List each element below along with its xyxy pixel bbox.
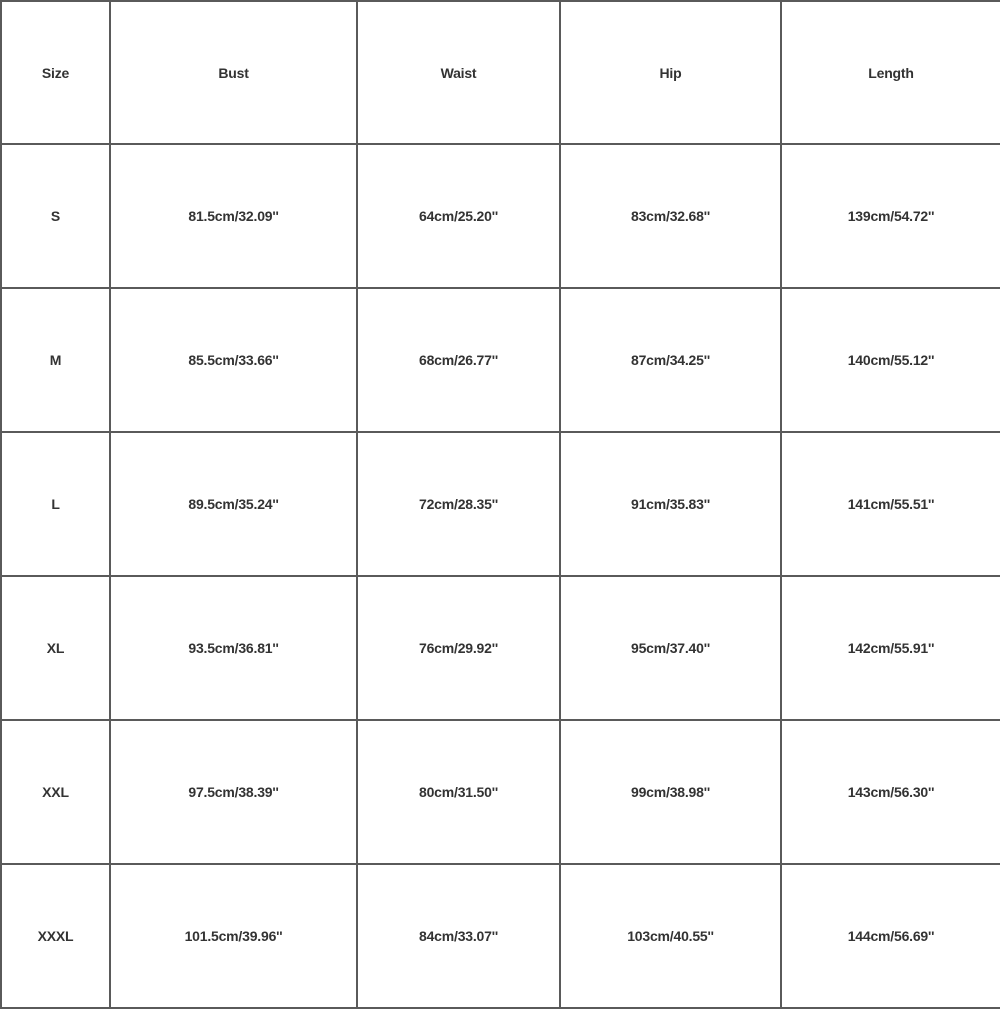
hip-cell: 83cm/32.68'' bbox=[560, 144, 781, 288]
length-cell: 140cm/55.12'' bbox=[781, 288, 1000, 432]
hip-cell: 87cm/34.25'' bbox=[560, 288, 781, 432]
table-row bbox=[1, 720, 1000, 864]
table-row bbox=[1, 864, 1000, 1008]
length-cell: 144cm/56.69'' bbox=[781, 864, 1000, 1008]
hip-cell: 103cm/40.55'' bbox=[560, 864, 781, 1008]
hip-cell: 99cm/38.98'' bbox=[560, 720, 781, 864]
waist-cell: 64cm/25.20'' bbox=[357, 144, 560, 288]
header-waist: Waist bbox=[357, 1, 560, 144]
hip-cell: 95cm/37.40'' bbox=[560, 576, 781, 720]
size-cell: XXL bbox=[1, 720, 110, 864]
waist-cell: 76cm/29.92'' bbox=[357, 576, 560, 720]
size-cell: L bbox=[1, 432, 110, 576]
waist-cell: 72cm/28.35'' bbox=[357, 432, 560, 576]
bust-cell: 101.5cm/39.96'' bbox=[110, 864, 357, 1008]
bust-cell: 97.5cm/38.39'' bbox=[110, 720, 357, 864]
bust-cell: 85.5cm/33.66'' bbox=[110, 288, 357, 432]
length-cell: 142cm/55.91'' bbox=[781, 576, 1000, 720]
header-hip: Hip bbox=[560, 1, 781, 144]
bust-cell: 93.5cm/36.81'' bbox=[110, 576, 357, 720]
size-cell: M bbox=[1, 288, 110, 432]
length-cell: 143cm/56.30'' bbox=[781, 720, 1000, 864]
header-length: Length bbox=[781, 1, 1000, 144]
waist-cell: 68cm/26.77'' bbox=[357, 288, 560, 432]
header-size: Size bbox=[1, 1, 110, 144]
waist-cell: 80cm/31.50'' bbox=[357, 720, 560, 864]
table-row bbox=[1, 288, 1000, 432]
size-cell: XXXL bbox=[1, 864, 110, 1008]
length-cell: 139cm/54.72'' bbox=[781, 144, 1000, 288]
waist-cell: 84cm/33.07'' bbox=[357, 864, 560, 1008]
size-cell: XL bbox=[1, 576, 110, 720]
table-row bbox=[1, 576, 1000, 720]
hip-cell: 91cm/35.83'' bbox=[560, 432, 781, 576]
table-row bbox=[1, 144, 1000, 288]
bust-cell: 89.5cm/35.24'' bbox=[110, 432, 357, 576]
length-cell: 141cm/55.51'' bbox=[781, 432, 1000, 576]
table-row bbox=[1, 432, 1000, 576]
table-header-row bbox=[1, 1, 1000, 144]
size-cell: S bbox=[1, 144, 110, 288]
bust-cell: 81.5cm/32.09'' bbox=[110, 144, 357, 288]
header-bust: Bust bbox=[110, 1, 357, 144]
